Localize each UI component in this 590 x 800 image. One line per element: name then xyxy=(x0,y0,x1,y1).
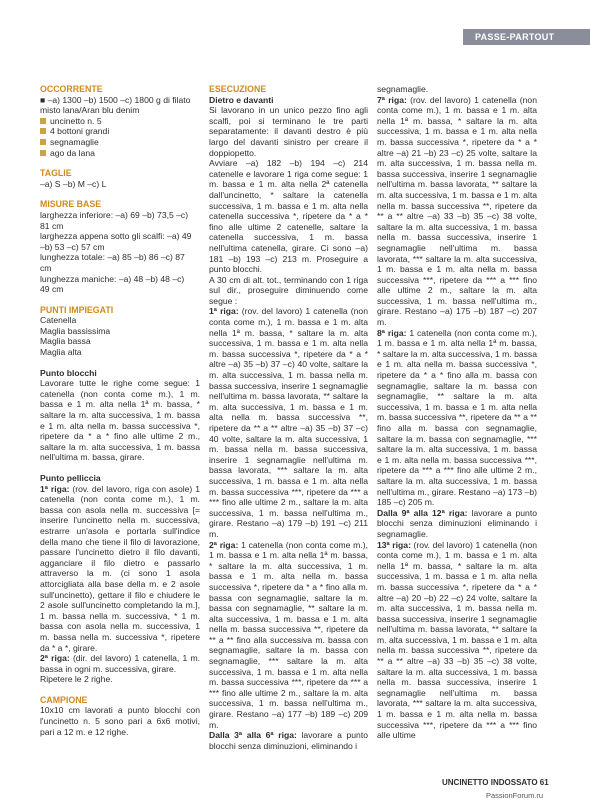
row-2-instruction: 2ª riga: 1 catenella (non conta come m.), 1 m. bassa e 1 m. alta nella 1ª m. bassa, * saltare la m. alta successiva, 1 m. bassa e 1 m. alta nella m. bassa successiva *, ripetere da * a * fino alla m. bassa con segnamaglie, saltare la m. bassa con segnamaglie, ** saltare la m. alta successiva, 1 m. bassa e 1 m. alta nella m. bassa successiva **, ripetere da ** a ** fino alla successiva m. bassa con segnamaglie, saltare la m. bassa con segnamaglie, *** saltare la m. alta successiva, 1 m. bassa e 1 m. alta nella m. bassa successiva ***, ripetere da *** a *** fino alle ultime 2 m., saltare la m. alta successiva, 1 m. bassa nell'ultima m., girare. Restano –a) 177 –b) 189 –c) 209 m. xyxy=(209,539,368,730)
row-1-instruction: 1ª riga: (rov. del lavoro) 1 catenella (non conta come m.), 1 m. bassa e 1 m. alta nella 1ª m. bassa, * saltare la m. alta successiva, 1 m. bassa e 1 m. alta nella m. bassa successiva *, ripetere da * a * altre –a) 35 –b) 37 –c) 40 volte, saltare la m. alta successiva, 1 m. bassa nella m. bassa successiva, inserire 1 segnamaglie nell'ultima m. bassa lavorata, ** saltare la m. alta successiva, 1 m. bassa e 1 m. alta nella m. bassa successiva **, ripetere da ** a ** altre –a) 35 –b) 37 –c) 40 volte, saltare la m. alta successiva, 1 m. bassa nella m. bassa successiva, inserire 1 segnamaglie nell'ultima m. bassa lavorata, *** saltare la m. alta successiva, 1 m. bassa e 1 m. alta nella m. bassa successiva ***, ripetere da *** a *** fino alle ultime 2 m., saltare la m. alta successiva, 1 m. bassa nell'ultima m., girare. Restano –a) 179 –b) 191 –c) 211 m. xyxy=(209,306,368,539)
bullet-square-icon xyxy=(40,139,46,145)
column-materials xyxy=(40,84,200,737)
punti-item: Catenella xyxy=(40,315,77,326)
dietro-heading: Dietro e davanti xyxy=(209,94,274,105)
watermark: PassionForum.ru xyxy=(486,791,544,800)
blocchi-text: Lavorare tutte le righe come segue: 1 catenella (non conta come m.), 1 m. bassa e 1 m. alta nella 1ª m. bassa, * saltare la m. alta successiva, 1 m. bassa e 1 m. alta nella m. bassa successiva *, ripetere da * a * fino alle ultime 2 m., saltare la m. alta successiva, 1 m. bassa nell'ultima m. bassa, girare. xyxy=(40,378,200,463)
punti-heading: PUNTI IMPIEGATI xyxy=(40,304,114,315)
column-instructions-1 xyxy=(209,84,368,751)
pelliccia-row-1: 1ª riga: (rov. del lavoro, riga con asole) 1 catenella (non conta come m.), 1 m. bassa con asola nella m. successiva [= inserire l'uncinetto nella m. successiva, estrarre un'asola e portarla sull'indice della mano che tiene il filo di lavorazione, passare l'uncinetto dietro il filo davanti, agganciare il filo dietro e passarlo attraverso la m. (ci sono 1 asola attorcigliata alla base della m. e 2 asole sull'uncinetto), gettare il filo e chiudere le 2 asole sull'uncinetto completando la m.], 1 m. bassa nella m. successiva, * 1 m. bassa con asola nella m. successiva, 1 m. bassa nella m. successiva *, ripetere da * a *, girare. xyxy=(40,483,200,653)
occorrente-yarn-line-2: misto lana/Aran blu denim xyxy=(40,105,140,116)
dietro-paragraph-1: Si lavorano in un unico pezzo fino agli scalfi, poi si terminano le tre parti separatamente: il davanti destro è più largo del davanti sinistro per creare il doppiopetto. xyxy=(209,105,368,158)
misure-line: cm xyxy=(40,262,52,273)
occorrente-item: ago da lana xyxy=(40,148,200,159)
blocchi-heading: Punto blocchi xyxy=(40,367,97,378)
campione-heading: CAMPIONE xyxy=(40,694,88,705)
continuation-text: segnamaglie. xyxy=(377,84,429,94)
misure-line: 49 cm xyxy=(40,284,64,295)
section-tab: PASSE-PARTOUT xyxy=(463,29,590,45)
row-9-12-instruction: Dalla 9ª alla 12ª riga: lavorare a punto blocchi senza diminuzioni eliminando i segnamaglie. xyxy=(377,507,537,539)
row-7-instruction: 7ª riga: (rov. del lavoro) 1 catenella (non conta come m.), 1 m. bassa e 1 m. alta nella 1ª m. bassa, * saltare la m. alta successiva, 1 m. bassa e 1 m. alta nella m. bassa successiva *, ripetere da * a * altre –a) 21 –b) 23 –c) 25 volte, saltare la m. alta successiva, 1 m. bassa nella m. bassa successiva, inserire 1 segnamaglie nell'ultima m. bassa lavorata, ** saltare la m. alta successiva, 1 m. bassa e 1 m. alta nella m. bassa successiva **, ripetere da ** a ** altre –a) 33 –b) 35 –c) 38 volte, saltare la m. alta successiva, 1 m. bassa nella m. bassa successiva, inserire 1 segnamaglie nell'ultima m. bassa lavorata, *** saltare la m. alta successiva, 1 m. bassa e 1 m. alta nella m. bassa successiva ***, ripetere da *** a *** fino alle ultime 2 m., saltare la m. alta successiva, 1 m. bassa nell'ultima m., girare. Restano –a) 175 –b) 187 –c) 207 m. xyxy=(377,94,537,328)
pelliccia-row-2: 2ª riga: (dir. del lavoro) 1 catenella, 1 m. bassa in ogni m. successiva, girare. xyxy=(40,653,200,674)
misure-heading: MISURE BASE xyxy=(40,199,102,210)
occorrente-item: segnamaglie xyxy=(40,137,200,148)
occorrente-heading: OCCORRENTE xyxy=(40,84,103,94)
esecuzione-heading: ESECUZIONE xyxy=(209,84,267,94)
row-8-instruction: 8ª riga: 1 catenella (non conta come m.), 1 m. bassa e 1 m. alta nella 1ª m. bassa, * saltare la m. alta successiva, 1 m. bassa e 1 m. alta nella m. bassa successiva *, ripetere da * a * fino alla m. bassa con segnamaglie, saltare la m. bassa con segnamaglie, ** saltare la m. alta successiva, 1 m. bassa e 1 m. alta nella m. bassa successiva **, ripetere da ** a ** fino alla m. bassa con segnamaglie, saltare la m. bassa con segnamaglie, *** saltare la m. alta successiva, 1 m. bassa e 1 m. alta nella m. bassa successiva ***, ripetere da *** a *** fino alle ultime 2 m., saltare la m. alta successiva, 1 m. bassa nell'ultima m., girare. Restano –a) 173 –b) 185 –c) 205 m. xyxy=(377,327,538,508)
bullet-square-icon xyxy=(40,150,46,156)
misure-line: larghezza appena sotto gli scalfi: –a) 49 xyxy=(40,231,192,242)
misure-line: lunghezza maniche: –a) 48 –b) 48 –c) xyxy=(40,273,185,284)
row-13-instruction: 13ª riga: (rov. del lavoro) 1 catenella (non conta come m.), 1 m. bassa e 1 m. alta nella 1ª m. bassa, * saltare la m. alta successiva, 1 m. bassa e 1 m. alta nella m. bassa successiva *, ripetere da * a * altre –a) 20 –b) 22 –c) 24 volte, saltare la m. alta successiva, 1 m. bassa nella m. bassa successiva, inserire 1 segnamaglie nell'ultima m. bassa lavorata, ** saltare la m. alta successiva, 1 m. bassa e 1 m. alta nella m. bassa successiva **, ripetere da ** a ** altre –a) 33 –b) 35 –c) 38 volte, saltare la m. alta successiva, 1 m. bassa nella m. bassa successiva, inserire 1 segnamaglie nell'ultima m. bassa lavorata, *** saltare la m. alta successiva, 1 m. bassa e 1 m. alta nella m. bassa successiva ***, ripetere da *** a *** fino alle ultime xyxy=(377,539,537,741)
taglie-text: –a) S –b) M –c) L xyxy=(40,178,107,189)
punti-item: Maglia bassissima xyxy=(40,325,111,336)
misure-line: 81 cm xyxy=(40,220,64,231)
dietro-paragraph-3: A 30 cm di alt. tot., terminando con 1 riga sul dir., proseguire diminuendo come segue : xyxy=(209,274,368,306)
column-instructions-2 xyxy=(377,84,537,741)
punti-item: Maglia bassa xyxy=(40,336,91,347)
taglie-heading: TAGLIE xyxy=(40,168,72,179)
row-3-6-instruction: Dalla 3ª alla 6ª riga: lavorare a punto blocchi senza diminuzioni, eliminando i xyxy=(209,730,368,751)
misure-line: lunghezza totale: –a) 85 –b) 86 –c) 87 xyxy=(40,252,185,263)
occorrente-item: 4 bottoni grandi xyxy=(40,126,200,137)
pelliccia-heading: Punto pelliccia xyxy=(40,473,101,483)
misure-line: larghezza inferiore: –a) 69 –b) 73,5 –c) xyxy=(40,209,189,220)
occorrente-yarn-line-1: ■ –a) 1300 –b) 1500 –c) 1800 g di filato xyxy=(40,94,191,105)
misure-line: –b) 53 –c) 57 cm xyxy=(40,241,105,252)
page-footer: UNCINETTO INDOSSATO 61 xyxy=(442,778,549,787)
campione-text: 10x10 cm lavorati a punto blocchi con l'uncinetto n. 5 sono pari a 6x6 motivi, pari a 12 m. e 12 righe. xyxy=(40,705,200,737)
occorrente-item: uncinetto n. 5 xyxy=(40,116,200,127)
pelliccia-repeat: Ripetere le 2 righe. xyxy=(40,674,113,685)
bullet-square-icon xyxy=(40,118,46,124)
punti-item: Maglia alta xyxy=(40,347,82,358)
dietro-paragraph-2: Avviare –a) 182 –b) 194 –c) 214 catenelle e lavorare 1 riga come segue: 1 m. bassa e 1 m. alta nella 2ª catenella dall'uncinetto, * saltare la catenella successiva, 1 m. bassa e 1 m. alta nella catenella successiva *, ripetere da * a * fino alle ultime 2 catenelle, saltare la catenella successiva, 1 m. bassa nell'ultima catenella, girare. Ci sono –a) 181 –b) 193 –c) 213 m. Proseguire a punto blocchi. xyxy=(209,158,368,275)
bullet-square-icon xyxy=(40,128,46,134)
